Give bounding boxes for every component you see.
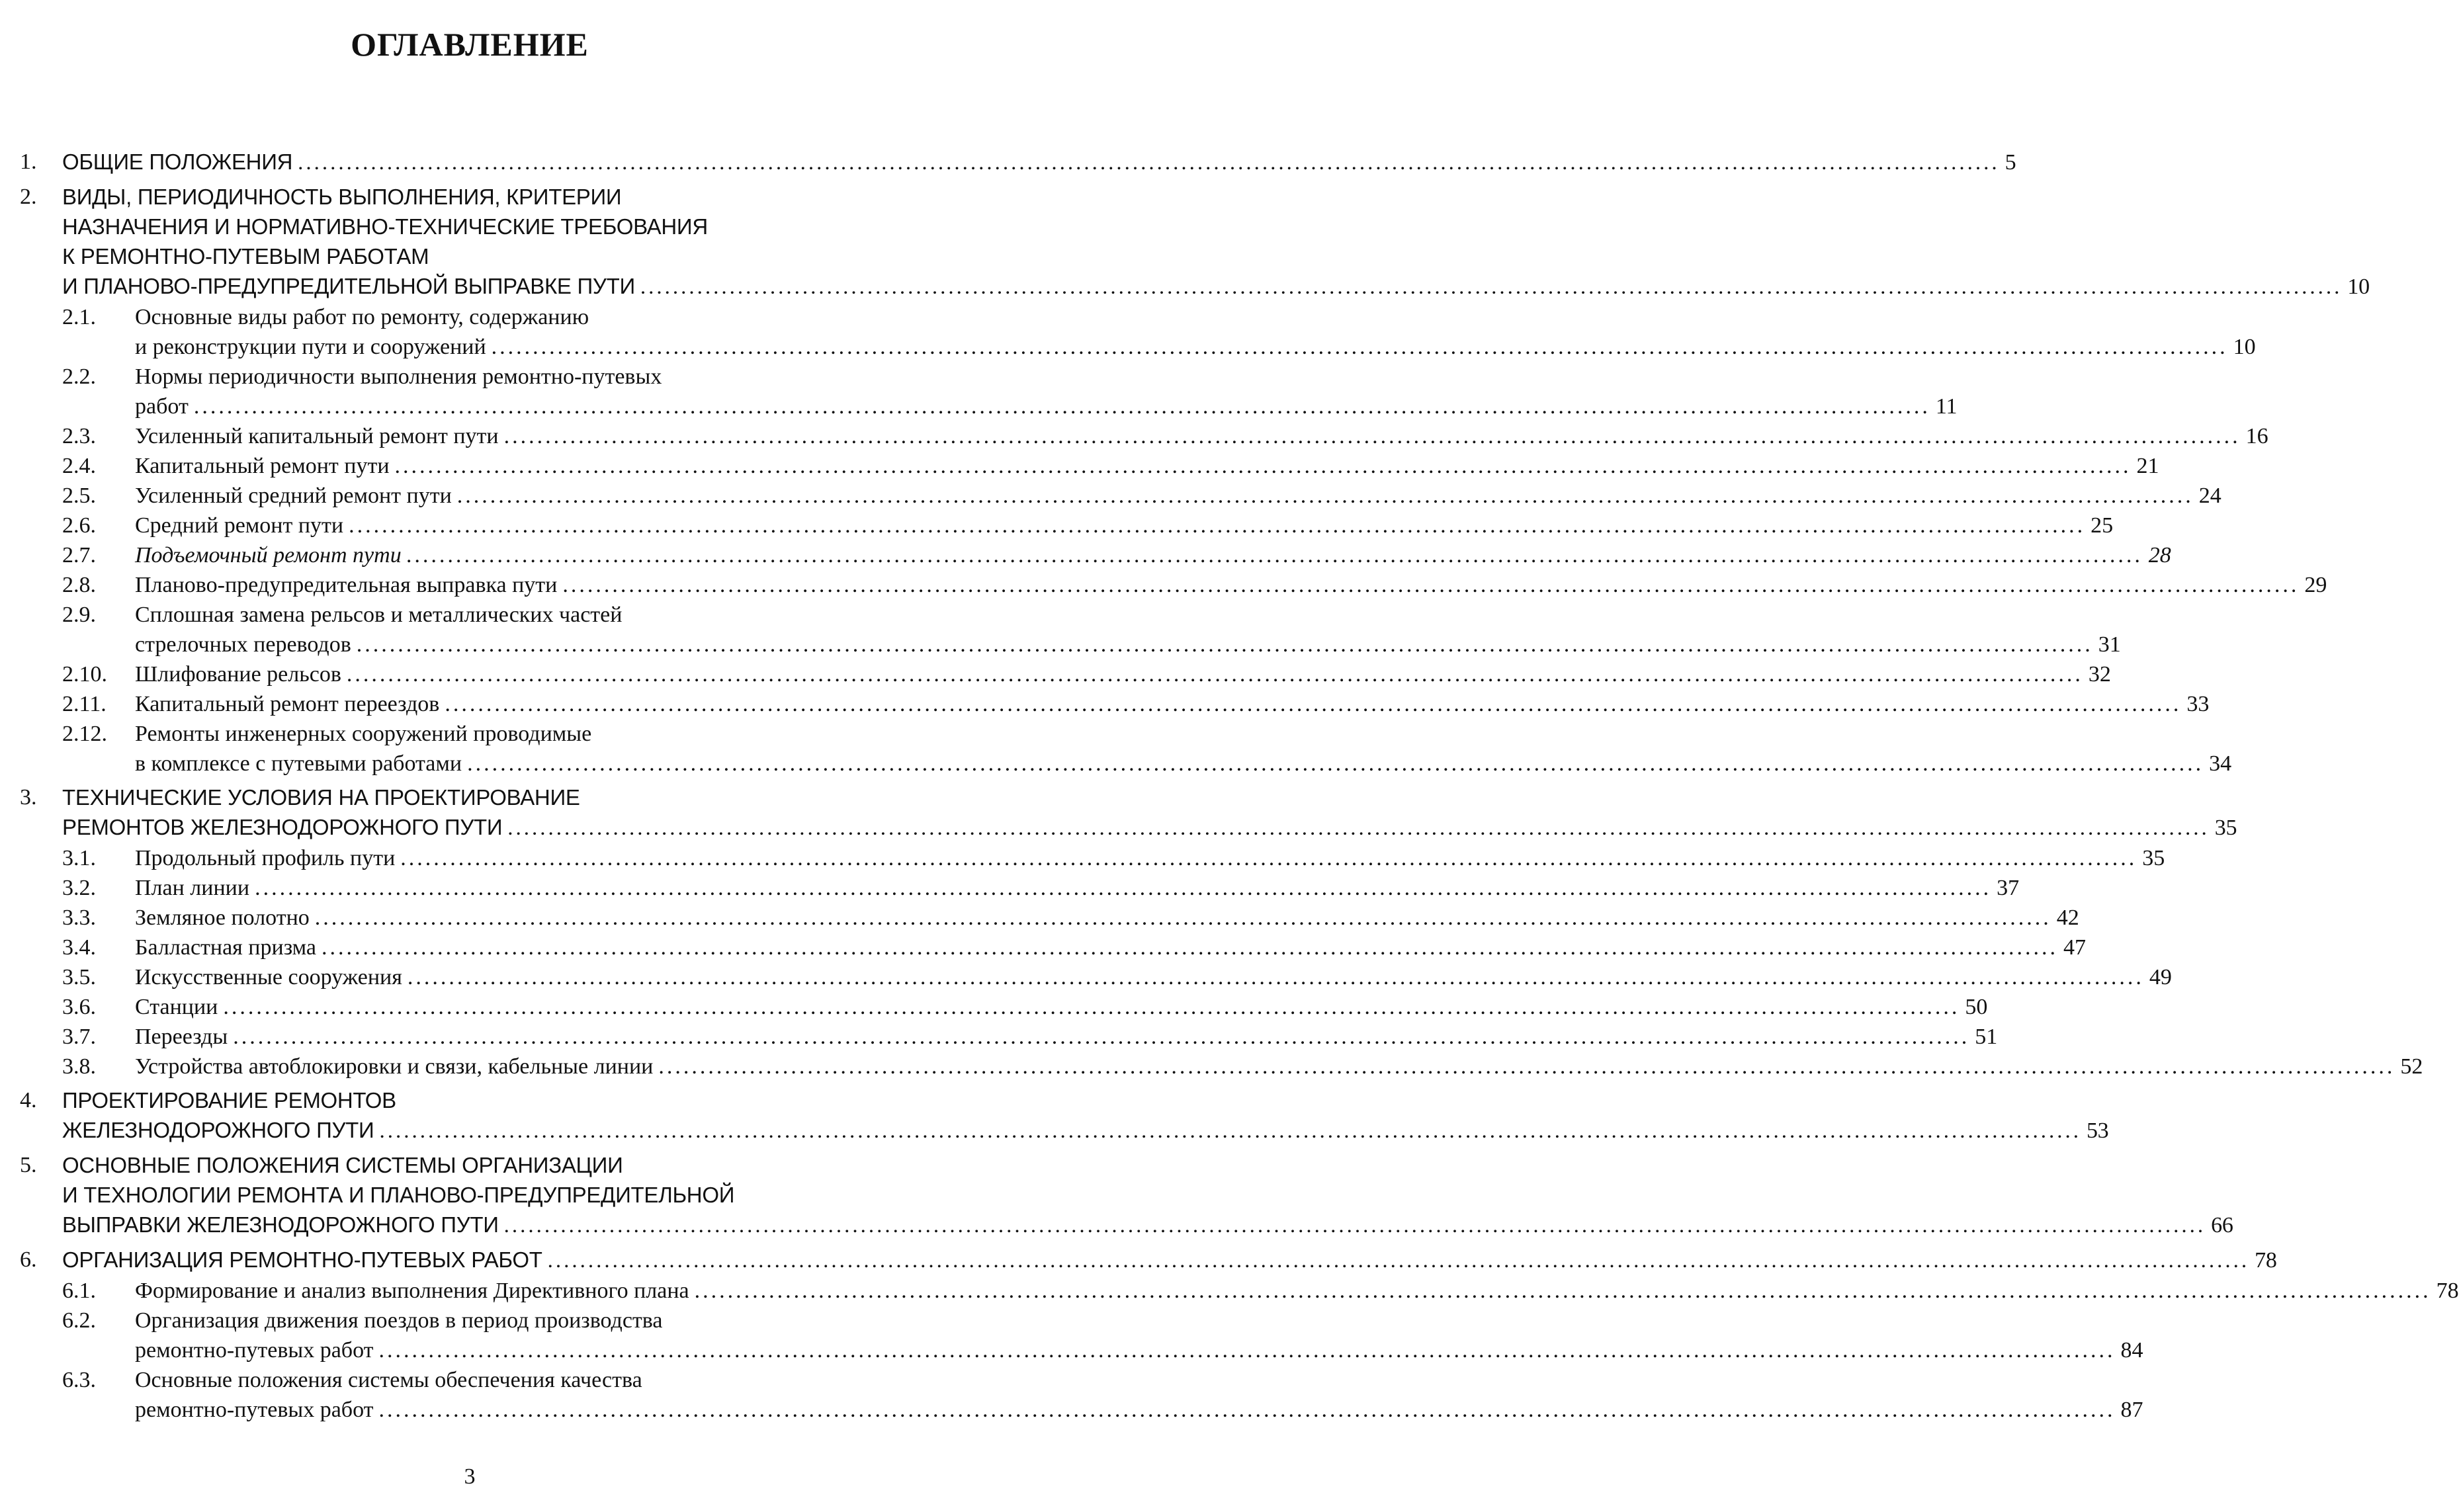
toc-chapter [20, 182, 2370, 302]
dot-leader: .................................................................................................................................................................................................................. [503, 1214, 2206, 1238]
toc-entry-number: 2. [20, 185, 37, 209]
toc-entry-title-line: ЖЕЛЕЗНОДОРОЖНОГО ПУТИ [62, 1118, 374, 1142]
toc-section [20, 1365, 2143, 1425]
toc-entry-title-line: Усиленный средний ремонт пути [135, 483, 452, 508]
toc-page-number: 42 [2056, 905, 2079, 930]
toc-entry-title-line: РЕМОНТОВ ЖЕЛЕЗНОДОРОЖНОГО ПУТИ [62, 815, 503, 839]
toc-entry-number: 6. [20, 1247, 37, 1272]
toc-entry-number: 2.7. [62, 543, 96, 567]
toc-page-number: 66 [2211, 1213, 2233, 1238]
dot-leader: .................................................................................................................................................................................................................. [322, 935, 2059, 960]
toc-page-number: 5 [2005, 150, 2016, 175]
toc-chapter [20, 1150, 2233, 1241]
toc-page-number: 16 [2245, 424, 2268, 448]
page-title: ОГЛАВЛЕНИЕ [351, 26, 589, 63]
toc-chapter [20, 782, 2237, 843]
toc-entry-title-line: ОБЩИЕ ПОЛОЖЕНИЯ [62, 149, 293, 174]
toc-entry-number: 4. [20, 1088, 37, 1113]
toc-entry-title-line: ОРГАНИЗАЦИЯ РЕМОНТНО-ПУТЕВЫХ РАБОТ [62, 1247, 542, 1272]
toc-entry-title-line: НАЗНАЧЕНИЯ И НОРМАТИВНО-ТЕХНИЧЕСКИЕ ТРЕБОВАНИЯ [62, 214, 708, 239]
dot-leader: .................................................................................................................................................................................................................. [349, 513, 2086, 538]
toc-entry-number: 3.8. [62, 1054, 96, 1079]
toc-entry-title-line: и реконструкции пути и сооружений [135, 335, 486, 359]
dot-leader: .................................................................................................................................................................................................................. [394, 454, 2132, 478]
toc-page-number: 10 [2233, 335, 2256, 359]
toc-entry-number: 3.3. [62, 905, 96, 930]
toc-page-number: 11 [1935, 394, 1958, 419]
dot-leader: .................................................................................................................................................................................................................. [640, 275, 2343, 299]
toc-section [20, 992, 1988, 1022]
toc-entry-title-line: Шлифование рельсов [135, 662, 341, 687]
toc-entry-title-line: И ПЛАНОВО-ПРЕДУПРЕДИТЕЛЬНОЙ ВЫПРАВКЕ ПУТИ [62, 274, 635, 298]
toc-section [20, 1276, 2459, 1306]
toc-section [20, 719, 2232, 778]
toc-section [20, 421, 2268, 451]
toc-entry-title-line: Планово-предупредительная выправка пути [135, 573, 558, 597]
toc-entry-title-line: стрелочных переводов [135, 632, 351, 657]
toc-entry-title-line: Ремонты инженерных сооружений проводимые [135, 722, 592, 746]
toc-section [20, 451, 2159, 481]
toc-section [20, 843, 2165, 873]
toc-entry-number: 2.11. [62, 692, 107, 716]
toc-entry-title-line: Капитальный ремонт пути [135, 454, 390, 478]
toc-entry-title-line: ТЕХНИЧЕСКИЕ УСЛОВИЯ НА ПРОЕКТИРОВАНИЕ [62, 785, 580, 810]
toc-entry-title-line: Организация движения поездов в период производства [135, 1308, 663, 1333]
toc-entry-number: 6.1. [62, 1279, 96, 1303]
toc-entry-title-line: Основные виды работ по ремонту, содержанию [135, 305, 589, 329]
toc-entry-title-line: ПРОЕКТИРОВАНИЕ РЕМОНТОВ [62, 1088, 396, 1113]
dot-leader: .................................................................................................................................................................................................................. [694, 1279, 2431, 1303]
toc-entry-title-line: Усиленный капитальный ремонт пути [135, 424, 499, 448]
toc-entry-title-line: ОСНОВНЫЕ ПОЛОЖЕНИЯ СИСТЕМЫ ОРГАНИЗАЦИИ [62, 1153, 623, 1177]
dot-leader: .................................................................................................................................................................................................................. [456, 483, 2194, 508]
toc-entry-number: 6.3. [62, 1368, 96, 1392]
dot-leader: .................................................................................................................................................................................................................. [658, 1054, 2395, 1079]
toc-page-number: 33 [2186, 692, 2210, 716]
toc-page-number: 35 [2142, 846, 2165, 870]
toc-page-number: 31 [2098, 632, 2121, 657]
dot-leader: .................................................................................................................................................................................................................. [346, 662, 2083, 687]
toc-entry-number: 2.9. [62, 603, 96, 627]
toc-page-number: 84 [2120, 1338, 2143, 1363]
toc-entry-title-line: Устройства автоблокировки и связи, кабельные линии [135, 1054, 654, 1079]
toc-entry-title-line: План линии [135, 876, 250, 900]
dot-leader: .................................................................................................................................................................................................................. [378, 1338, 2116, 1363]
dot-leader: .................................................................................................................................................................................................................. [547, 1249, 2250, 1273]
toc-chapter [20, 1085, 2109, 1146]
toc-page-number: 51 [1975, 1025, 1998, 1049]
toc-page-number: 53 [2086, 1118, 2109, 1143]
toc-section [20, 302, 2256, 362]
toc-entry-title-line: Продольный профиль пути [135, 846, 396, 870]
toc-section [20, 511, 2114, 540]
dot-leader: .................................................................................................................................................................................................................. [314, 905, 2051, 930]
dot-leader: .................................................................................................................................................................................................................. [467, 751, 2204, 776]
dot-leader: .................................................................................................................................................................................................................. [400, 846, 2137, 870]
toc-section [20, 600, 2121, 659]
toc-section [20, 689, 2210, 719]
toc-chapter [20, 147, 2016, 178]
toc-entry-number: 2.8. [62, 573, 96, 597]
toc-entry-title-line: Подъемочный ремонт пути [135, 543, 402, 567]
toc-entry-title-line: Капитальный ремонт переездов [135, 692, 440, 716]
toc-section [20, 962, 2172, 992]
dot-leader: .................................................................................................................................................................................................................. [223, 995, 1960, 1019]
toc-section [20, 362, 1958, 421]
toc-page-number: 34 [2209, 751, 2232, 776]
dot-leader: .................................................................................................................................................................................................................. [356, 632, 2093, 657]
toc-entry-number: 5. [20, 1153, 37, 1177]
toc-page-number: 29 [2304, 573, 2327, 597]
toc-entry-number: 3. [20, 785, 37, 810]
toc-section [20, 873, 2020, 903]
toc-section [20, 903, 2079, 933]
table-of-contents [20, 147, 2459, 1425]
toc-entry-title-line: Земляное полотно [135, 905, 310, 930]
dot-leader: .................................................................................................................................................................................................................. [562, 573, 2300, 597]
toc-page-number: 24 [2198, 483, 2222, 508]
toc-entry-title-line: Формирование и анализ выполнения Директивного плана [135, 1279, 689, 1303]
toc-entry-number: 3.5. [62, 965, 96, 989]
toc-entry-number: 3.7. [62, 1025, 96, 1049]
toc-section [20, 570, 2327, 600]
dot-leader: .................................................................................................................................................................................................................. [507, 816, 2210, 840]
toc-page-number: 87 [2120, 1398, 2143, 1422]
toc-entry-title-line: Станции [135, 995, 218, 1019]
page-number: 3 [464, 1464, 476, 1489]
toc-section [20, 1052, 2423, 1081]
toc-page-number: 47 [2063, 935, 2087, 960]
toc-entry-number: 6.2. [62, 1308, 96, 1333]
toc-page-number: 32 [2088, 662, 2111, 687]
toc-entry-title-line: в комплексе с путевыми работами [135, 751, 462, 776]
toc-page-number: 28 [2148, 543, 2171, 567]
toc-entry-title-line: Переезды [135, 1025, 228, 1049]
toc-section [20, 1022, 1998, 1052]
toc-entry-title-line: Средний ремонт пути [135, 513, 344, 538]
toc-page-number: 50 [1965, 995, 1988, 1019]
toc-entry-title-line: Балластная призма [135, 935, 317, 960]
toc-entry-number: 2.4. [62, 454, 96, 478]
toc-section [20, 540, 2171, 570]
toc-entry-title-line: ВИДЫ, ПЕРИОДИЧНОСТЬ ВЫПОЛНЕНИЯ, КРИТЕРИИ [62, 185, 622, 209]
toc-entry-number: 3.2. [62, 876, 96, 900]
dot-leader: .................................................................................................................................................................................................................. [298, 151, 2000, 175]
dot-leader: .................................................................................................................................................................................................................. [378, 1398, 2116, 1422]
dot-leader: .................................................................................................................................................................................................................. [233, 1025, 1970, 1049]
dot-leader: .................................................................................................................................................................................................................. [407, 965, 2144, 989]
toc-entry-title-line: К РЕМОНТНО-ПУТЕВЫМ РАБОТАМ [62, 244, 429, 269]
toc-page-number: 21 [2136, 454, 2159, 478]
toc-entry-number: 1. [20, 149, 37, 174]
dot-leader: .................................................................................................................................................................................................................. [491, 335, 2228, 359]
toc-entry-number: 3.4. [62, 935, 96, 960]
toc-page-number: 78 [2436, 1279, 2459, 1303]
toc-entry-title-line: Нормы периодичности выполнения ремонтно-путевых [135, 364, 662, 389]
toc-entry-number: 3.6. [62, 995, 96, 1019]
dot-leader: .................................................................................................................................................................................................................. [503, 424, 2241, 448]
toc-entry-title-line: И ТЕХНОЛОГИИ РЕМОНТА И ПЛАНОВО-ПРЕДУПРЕДИТЕЛЬНОЙ [62, 1183, 735, 1207]
toc-page-number: 10 [2347, 274, 2370, 299]
toc-entry-title-line: Основные положения системы обеспечения качества [135, 1368, 642, 1392]
toc-page-number: 37 [1997, 876, 2020, 900]
toc-section [20, 933, 2087, 962]
toc-chapter [20, 1245, 2277, 1276]
toc-entry-title-line: Искусственные сооружения [135, 965, 402, 989]
dot-leader: .................................................................................................................................................................................................................. [445, 692, 2182, 716]
dot-leader: .................................................................................................................................................................................................................. [379, 1119, 2081, 1143]
toc-page-number: 25 [2091, 513, 2114, 538]
dot-leader: .................................................................................................................................................................................................................. [193, 394, 1930, 419]
toc-entry-title-line: ВЫПРАВКИ ЖЕЛЕЗНОДОРОЖНОГО ПУТИ [62, 1212, 499, 1237]
dot-leader: .................................................................................................................................................................................................................. [255, 876, 1992, 900]
toc-section [20, 659, 2111, 689]
toc-page-number: 49 [2149, 965, 2172, 989]
toc-entry-number: 3.1. [62, 846, 96, 870]
toc-entry-number: 2.12. [62, 722, 107, 746]
toc-section [20, 481, 2222, 511]
toc-section [20, 1306, 2143, 1365]
toc-entry-number: 2.1. [62, 305, 96, 329]
toc-page-number: 52 [2400, 1054, 2423, 1079]
toc-entry-title-line: Сплошная замена рельсов и металлических частей [135, 603, 623, 627]
toc-entry-title-line: ремонтно-путевых работ [135, 1338, 374, 1363]
toc-entry-title-line: работ [135, 394, 189, 419]
toc-entry-title-line: ремонтно-путевых работ [135, 1398, 374, 1422]
toc-entry-number: 2.6. [62, 513, 96, 538]
toc-page-number: 35 [2214, 816, 2237, 840]
toc-entry-number: 2.10. [62, 662, 107, 687]
toc-entry-number: 2.5. [62, 483, 96, 508]
toc-entry-number: 2.2. [62, 364, 96, 389]
dot-leader: .................................................................................................................................................................................................................. [406, 543, 2143, 567]
toc-page-number: 78 [2255, 1248, 2277, 1273]
toc-entry-number: 2.3. [62, 424, 96, 448]
